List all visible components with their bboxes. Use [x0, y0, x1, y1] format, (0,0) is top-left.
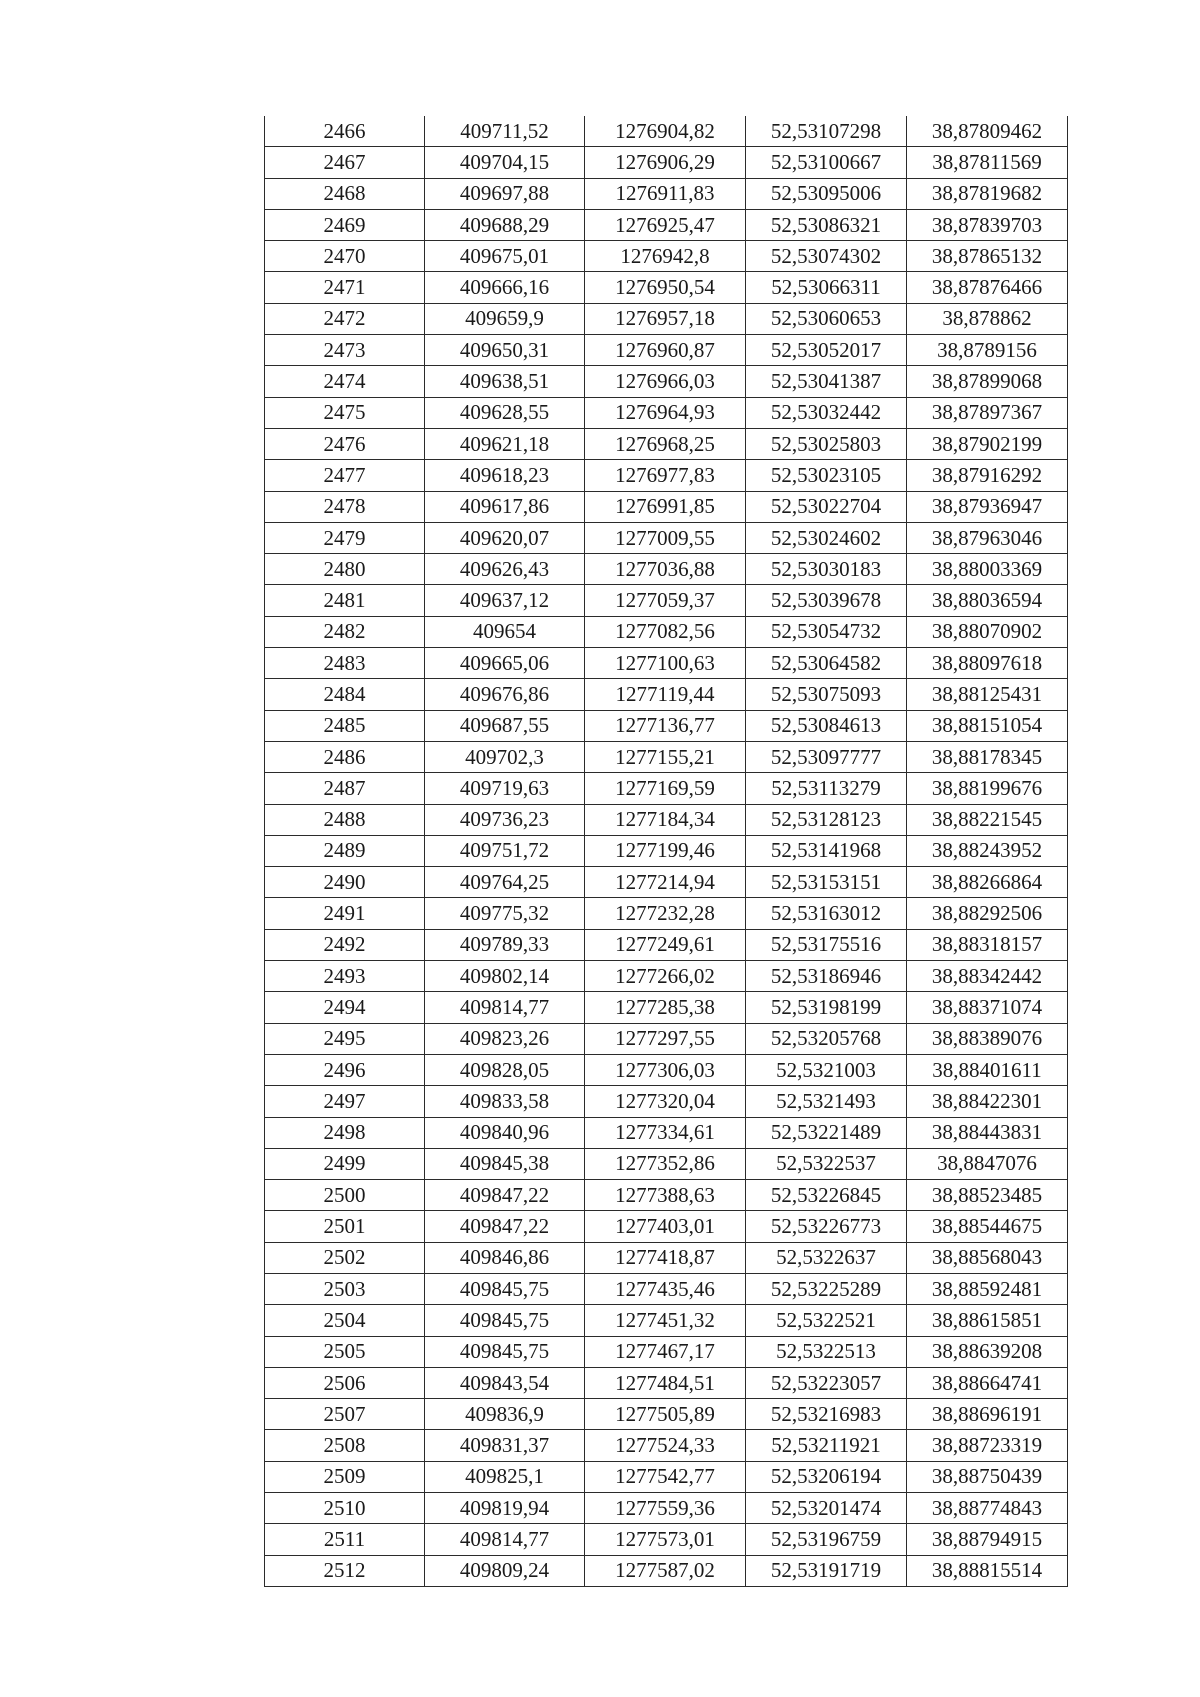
latitude-cell: 52,53041387 [746, 366, 907, 397]
x-coordinate-cell: 409637,12 [425, 585, 585, 616]
latitude-cell: 52,53022704 [746, 491, 907, 522]
latitude-cell: 52,53206194 [746, 1461, 907, 1492]
table-row [265, 1555, 1068, 1586]
point-number-cell: 2507 [265, 1399, 425, 1430]
table-row [265, 1336, 1068, 1367]
y-coordinate-cell: 1277266,02 [585, 961, 746, 992]
x-coordinate-cell: 409814,77 [425, 1524, 585, 1555]
latitude-cell: 52,53084613 [746, 710, 907, 741]
x-coordinate-cell: 409823,26 [425, 1023, 585, 1054]
point-number-cell: 2484 [265, 679, 425, 710]
x-coordinate-cell: 409751,72 [425, 835, 585, 866]
y-coordinate-cell: 1276977,83 [585, 460, 746, 491]
table-row [265, 804, 1068, 835]
x-coordinate-cell: 409697,88 [425, 178, 585, 209]
point-number-cell: 2501 [265, 1211, 425, 1242]
point-number-cell: 2506 [265, 1367, 425, 1398]
point-number-cell: 2496 [265, 1054, 425, 1085]
latitude-cell: 52,53225289 [746, 1273, 907, 1304]
table-row [265, 272, 1068, 303]
point-number-cell: 2502 [265, 1242, 425, 1273]
longitude-cell: 38,88292506 [907, 898, 1068, 929]
latitude-cell: 52,53052017 [746, 335, 907, 366]
table-row [265, 554, 1068, 585]
x-coordinate-cell: 409819,94 [425, 1493, 585, 1524]
y-coordinate-cell: 1276950,54 [585, 272, 746, 303]
x-coordinate-cell: 409666,16 [425, 272, 585, 303]
longitude-cell: 38,88815514 [907, 1555, 1068, 1586]
point-number-cell: 2475 [265, 397, 425, 428]
table-row [265, 898, 1068, 929]
latitude-cell: 52,53226845 [746, 1180, 907, 1211]
table-row [265, 1493, 1068, 1524]
point-number-cell: 2483 [265, 648, 425, 679]
point-number-cell: 2467 [265, 147, 425, 178]
point-number-cell: 2494 [265, 992, 425, 1023]
y-coordinate-cell: 1277559,36 [585, 1493, 746, 1524]
latitude-cell: 52,5322513 [746, 1336, 907, 1367]
longitude-cell: 38,88371074 [907, 992, 1068, 1023]
point-number-cell: 2472 [265, 303, 425, 334]
latitude-cell: 52,53054732 [746, 616, 907, 647]
y-coordinate-cell: 1277036,88 [585, 554, 746, 585]
table-row [265, 147, 1068, 178]
x-coordinate-cell: 409846,86 [425, 1242, 585, 1273]
longitude-cell: 38,88342442 [907, 961, 1068, 992]
longitude-cell: 38,88443831 [907, 1117, 1068, 1148]
table-row [265, 992, 1068, 1023]
coordinates-table-body [265, 116, 1068, 1586]
y-coordinate-cell: 1277249,61 [585, 929, 746, 960]
x-coordinate-cell: 409687,55 [425, 710, 585, 741]
table-row [265, 116, 1068, 147]
longitude-cell: 38,88592481 [907, 1273, 1068, 1304]
longitude-cell: 38,87899068 [907, 366, 1068, 397]
y-coordinate-cell: 1276925,47 [585, 209, 746, 240]
point-number-cell: 2481 [265, 585, 425, 616]
latitude-cell: 52,53205768 [746, 1023, 907, 1054]
y-coordinate-cell: 1277184,34 [585, 804, 746, 835]
y-coordinate-cell: 1276960,87 [585, 335, 746, 366]
table-row [265, 773, 1068, 804]
x-coordinate-cell: 409736,23 [425, 804, 585, 835]
latitude-cell: 52,53064582 [746, 648, 907, 679]
y-coordinate-cell: 1277505,89 [585, 1399, 746, 1430]
x-coordinate-cell: 409711,52 [425, 116, 585, 147]
x-coordinate-cell: 409847,22 [425, 1211, 585, 1242]
y-coordinate-cell: 1276991,85 [585, 491, 746, 522]
longitude-cell: 38,88639208 [907, 1336, 1068, 1367]
table-row [265, 929, 1068, 960]
point-number-cell: 2492 [265, 929, 425, 960]
longitude-cell: 38,88178345 [907, 741, 1068, 772]
point-number-cell: 2490 [265, 867, 425, 898]
latitude-cell: 52,53226773 [746, 1211, 907, 1242]
latitude-cell: 52,53095006 [746, 178, 907, 209]
x-coordinate-cell: 409836,9 [425, 1399, 585, 1430]
point-number-cell: 2503 [265, 1273, 425, 1304]
table-row [265, 428, 1068, 459]
table-row [265, 1399, 1068, 1430]
table-row [265, 1367, 1068, 1398]
x-coordinate-cell: 409704,15 [425, 147, 585, 178]
longitude-cell: 38,88422301 [907, 1086, 1068, 1117]
x-coordinate-cell: 409617,86 [425, 491, 585, 522]
y-coordinate-cell: 1276957,18 [585, 303, 746, 334]
y-coordinate-cell: 1277524,33 [585, 1430, 746, 1461]
latitude-cell: 52,53196759 [746, 1524, 907, 1555]
longitude-cell: 38,87916292 [907, 460, 1068, 491]
y-coordinate-cell: 1277467,17 [585, 1336, 746, 1367]
longitude-cell: 38,88151054 [907, 710, 1068, 741]
point-number-cell: 2486 [265, 741, 425, 772]
longitude-cell: 38,88774843 [907, 1493, 1068, 1524]
latitude-cell: 52,53211921 [746, 1430, 907, 1461]
y-coordinate-cell: 1276942,8 [585, 241, 746, 272]
longitude-cell: 38,88097618 [907, 648, 1068, 679]
table-row [265, 1086, 1068, 1117]
point-number-cell: 2505 [265, 1336, 425, 1367]
point-number-cell: 2511 [265, 1524, 425, 1555]
point-number-cell: 2489 [265, 835, 425, 866]
longitude-cell: 38,8789156 [907, 335, 1068, 366]
longitude-cell: 38,88199676 [907, 773, 1068, 804]
y-coordinate-cell: 1277484,51 [585, 1367, 746, 1398]
point-number-cell: 2474 [265, 366, 425, 397]
point-number-cell: 2510 [265, 1493, 425, 1524]
longitude-cell: 38,88003369 [907, 554, 1068, 585]
x-coordinate-cell: 409775,32 [425, 898, 585, 929]
point-number-cell: 2512 [265, 1555, 425, 1586]
longitude-cell: 38,87963046 [907, 522, 1068, 553]
x-coordinate-cell: 409675,01 [425, 241, 585, 272]
y-coordinate-cell: 1277352,86 [585, 1148, 746, 1179]
y-coordinate-cell: 1277297,55 [585, 1023, 746, 1054]
point-number-cell: 2480 [265, 554, 425, 585]
table-row [265, 1305, 1068, 1336]
x-coordinate-cell: 409676,86 [425, 679, 585, 710]
longitude-cell: 38,87936947 [907, 491, 1068, 522]
table-row [265, 1430, 1068, 1461]
longitude-cell: 38,88723319 [907, 1430, 1068, 1461]
x-coordinate-cell: 409628,55 [425, 397, 585, 428]
table-row [265, 679, 1068, 710]
point-number-cell: 2485 [265, 710, 425, 741]
latitude-cell: 52,53153151 [746, 867, 907, 898]
table-row [265, 241, 1068, 272]
x-coordinate-cell: 409845,75 [425, 1336, 585, 1367]
point-number-cell: 2478 [265, 491, 425, 522]
latitude-cell: 52,53030183 [746, 554, 907, 585]
table-row [265, 178, 1068, 209]
y-coordinate-cell: 1277059,37 [585, 585, 746, 616]
point-number-cell: 2476 [265, 428, 425, 459]
x-coordinate-cell: 409845,75 [425, 1305, 585, 1336]
point-number-cell: 2508 [265, 1430, 425, 1461]
latitude-cell: 52,5322537 [746, 1148, 907, 1179]
table-row [265, 491, 1068, 522]
x-coordinate-cell: 409840,96 [425, 1117, 585, 1148]
y-coordinate-cell: 1277435,46 [585, 1273, 746, 1304]
table-row [265, 585, 1068, 616]
y-coordinate-cell: 1277334,61 [585, 1117, 746, 1148]
latitude-cell: 52,53198199 [746, 992, 907, 1023]
point-number-cell: 2488 [265, 804, 425, 835]
latitude-cell: 52,53175516 [746, 929, 907, 960]
y-coordinate-cell: 1277100,63 [585, 648, 746, 679]
point-number-cell: 2497 [265, 1086, 425, 1117]
latitude-cell: 52,53191719 [746, 1555, 907, 1586]
y-coordinate-cell: 1277119,44 [585, 679, 746, 710]
x-coordinate-cell: 409621,18 [425, 428, 585, 459]
table-row [265, 335, 1068, 366]
y-coordinate-cell: 1277136,77 [585, 710, 746, 741]
y-coordinate-cell: 1277285,38 [585, 992, 746, 1023]
x-coordinate-cell: 409618,23 [425, 460, 585, 491]
point-number-cell: 2470 [265, 241, 425, 272]
latitude-cell: 52,53163012 [746, 898, 907, 929]
y-coordinate-cell: 1276968,25 [585, 428, 746, 459]
point-number-cell: 2477 [265, 460, 425, 491]
table-row [265, 835, 1068, 866]
y-coordinate-cell: 1277009,55 [585, 522, 746, 553]
latitude-cell: 52,5322637 [746, 1242, 907, 1273]
table-row [265, 616, 1068, 647]
latitude-cell: 52,53186946 [746, 961, 907, 992]
table-row [265, 648, 1068, 679]
latitude-cell: 52,53223057 [746, 1367, 907, 1398]
y-coordinate-cell: 1276911,83 [585, 178, 746, 209]
y-coordinate-cell: 1277451,32 [585, 1305, 746, 1336]
y-coordinate-cell: 1277587,02 [585, 1555, 746, 1586]
y-coordinate-cell: 1277169,59 [585, 773, 746, 804]
table-row [265, 366, 1068, 397]
point-number-cell: 2509 [265, 1461, 425, 1492]
latitude-cell: 52,53075093 [746, 679, 907, 710]
latitude-cell: 52,53032442 [746, 397, 907, 428]
latitude-cell: 52,53039678 [746, 585, 907, 616]
y-coordinate-cell: 1277403,01 [585, 1211, 746, 1242]
x-coordinate-cell: 409825,1 [425, 1461, 585, 1492]
point-number-cell: 2479 [265, 522, 425, 553]
y-coordinate-cell: 1277542,77 [585, 1461, 746, 1492]
latitude-cell: 52,53221489 [746, 1117, 907, 1148]
longitude-cell: 38,88070902 [907, 616, 1068, 647]
longitude-cell: 38,87811569 [907, 147, 1068, 178]
table-row [265, 1023, 1068, 1054]
table-row [265, 1054, 1068, 1085]
point-number-cell: 2504 [265, 1305, 425, 1336]
point-number-cell: 2491 [265, 898, 425, 929]
x-coordinate-cell: 409702,3 [425, 741, 585, 772]
point-number-cell: 2471 [265, 272, 425, 303]
longitude-cell: 38,87876466 [907, 272, 1068, 303]
latitude-cell: 52,53141968 [746, 835, 907, 866]
y-coordinate-cell: 1277388,63 [585, 1180, 746, 1211]
x-coordinate-cell: 409650,31 [425, 335, 585, 366]
longitude-cell: 38,88266864 [907, 867, 1068, 898]
longitude-cell: 38,88750439 [907, 1461, 1068, 1492]
table-row [265, 522, 1068, 553]
x-coordinate-cell: 409831,37 [425, 1430, 585, 1461]
y-coordinate-cell: 1277214,94 [585, 867, 746, 898]
x-coordinate-cell: 409665,06 [425, 648, 585, 679]
latitude-cell: 52,53201474 [746, 1493, 907, 1524]
x-coordinate-cell: 409659,9 [425, 303, 585, 334]
table-row [265, 1211, 1068, 1242]
x-coordinate-cell: 409638,51 [425, 366, 585, 397]
table-row [265, 1117, 1068, 1148]
table-row [265, 1461, 1068, 1492]
point-number-cell: 2482 [265, 616, 425, 647]
x-coordinate-cell: 409809,24 [425, 1555, 585, 1586]
longitude-cell: 38,88523485 [907, 1180, 1068, 1211]
table-row [265, 867, 1068, 898]
longitude-cell: 38,88389076 [907, 1023, 1068, 1054]
x-coordinate-cell: 409688,29 [425, 209, 585, 240]
y-coordinate-cell: 1277418,87 [585, 1242, 746, 1273]
y-coordinate-cell: 1277199,46 [585, 835, 746, 866]
x-coordinate-cell: 409802,14 [425, 961, 585, 992]
longitude-cell: 38,8847076 [907, 1148, 1068, 1179]
latitude-cell: 52,53216983 [746, 1399, 907, 1430]
latitude-cell: 52,53107298 [746, 116, 907, 147]
longitude-cell: 38,878862 [907, 303, 1068, 334]
y-coordinate-cell: 1277320,04 [585, 1086, 746, 1117]
table-row [265, 303, 1068, 334]
y-coordinate-cell: 1277155,21 [585, 741, 746, 772]
table-row [265, 710, 1068, 741]
y-coordinate-cell: 1277573,01 [585, 1524, 746, 1555]
x-coordinate-cell: 409719,63 [425, 773, 585, 804]
y-coordinate-cell: 1277082,56 [585, 616, 746, 647]
y-coordinate-cell: 1276966,03 [585, 366, 746, 397]
table-row [265, 460, 1068, 491]
latitude-cell: 52,53100667 [746, 147, 907, 178]
x-coordinate-cell: 409847,22 [425, 1180, 585, 1211]
longitude-cell: 38,87865132 [907, 241, 1068, 272]
longitude-cell: 38,87897367 [907, 397, 1068, 428]
longitude-cell: 38,87902199 [907, 428, 1068, 459]
y-coordinate-cell: 1277232,28 [585, 898, 746, 929]
x-coordinate-cell: 409654 [425, 616, 585, 647]
latitude-cell: 52,53023105 [746, 460, 907, 491]
latitude-cell: 52,53113279 [746, 773, 907, 804]
latitude-cell: 52,5322521 [746, 1305, 907, 1336]
longitude-cell: 38,87819682 [907, 178, 1068, 209]
longitude-cell: 38,88243952 [907, 835, 1068, 866]
longitude-cell: 38,88125431 [907, 679, 1068, 710]
longitude-cell: 38,88794915 [907, 1524, 1068, 1555]
longitude-cell: 38,88221545 [907, 804, 1068, 835]
y-coordinate-cell: 1276906,29 [585, 147, 746, 178]
latitude-cell: 52,53066311 [746, 272, 907, 303]
longitude-cell: 38,88401611 [907, 1054, 1068, 1085]
x-coordinate-cell: 409814,77 [425, 992, 585, 1023]
y-coordinate-cell: 1277306,03 [585, 1054, 746, 1085]
latitude-cell: 52,53060653 [746, 303, 907, 334]
latitude-cell: 52,5321493 [746, 1086, 907, 1117]
x-coordinate-cell: 409843,54 [425, 1367, 585, 1398]
point-number-cell: 2466 [265, 116, 425, 147]
table-row [265, 961, 1068, 992]
longitude-cell: 38,88615851 [907, 1305, 1068, 1336]
point-number-cell: 2498 [265, 1117, 425, 1148]
coordinates-table [264, 116, 1068, 1587]
point-number-cell: 2473 [265, 335, 425, 366]
point-number-cell: 2469 [265, 209, 425, 240]
y-coordinate-cell: 1276904,82 [585, 116, 746, 147]
latitude-cell: 52,53074302 [746, 241, 907, 272]
point-number-cell: 2499 [265, 1148, 425, 1179]
table-row [265, 1242, 1068, 1273]
x-coordinate-cell: 409764,25 [425, 867, 585, 898]
point-number-cell: 2500 [265, 1180, 425, 1211]
table-row [265, 1180, 1068, 1211]
x-coordinate-cell: 409845,75 [425, 1273, 585, 1304]
latitude-cell: 52,53025803 [746, 428, 907, 459]
latitude-cell: 52,53024602 [746, 522, 907, 553]
longitude-cell: 38,88544675 [907, 1211, 1068, 1242]
y-coordinate-cell: 1276964,93 [585, 397, 746, 428]
latitude-cell: 52,53097777 [746, 741, 907, 772]
longitude-cell: 38,88036594 [907, 585, 1068, 616]
x-coordinate-cell: 409620,07 [425, 522, 585, 553]
table-row [265, 397, 1068, 428]
longitude-cell: 38,87839703 [907, 209, 1068, 240]
x-coordinate-cell: 409845,38 [425, 1148, 585, 1179]
longitude-cell: 38,88664741 [907, 1367, 1068, 1398]
latitude-cell: 52,5321003 [746, 1054, 907, 1085]
table-row [265, 209, 1068, 240]
point-number-cell: 2493 [265, 961, 425, 992]
latitude-cell: 52,53086321 [746, 209, 907, 240]
point-number-cell: 2468 [265, 178, 425, 209]
longitude-cell: 38,88696191 [907, 1399, 1068, 1430]
table-row [265, 741, 1068, 772]
x-coordinate-cell: 409828,05 [425, 1054, 585, 1085]
x-coordinate-cell: 409626,43 [425, 554, 585, 585]
x-coordinate-cell: 409833,58 [425, 1086, 585, 1117]
x-coordinate-cell: 409789,33 [425, 929, 585, 960]
table-row [265, 1273, 1068, 1304]
point-number-cell: 2487 [265, 773, 425, 804]
longitude-cell: 38,88568043 [907, 1242, 1068, 1273]
table-row [265, 1148, 1068, 1179]
latitude-cell: 52,53128123 [746, 804, 907, 835]
longitude-cell: 38,87809462 [907, 116, 1068, 147]
table-row [265, 1524, 1068, 1555]
longitude-cell: 38,88318157 [907, 929, 1068, 960]
point-number-cell: 2495 [265, 1023, 425, 1054]
